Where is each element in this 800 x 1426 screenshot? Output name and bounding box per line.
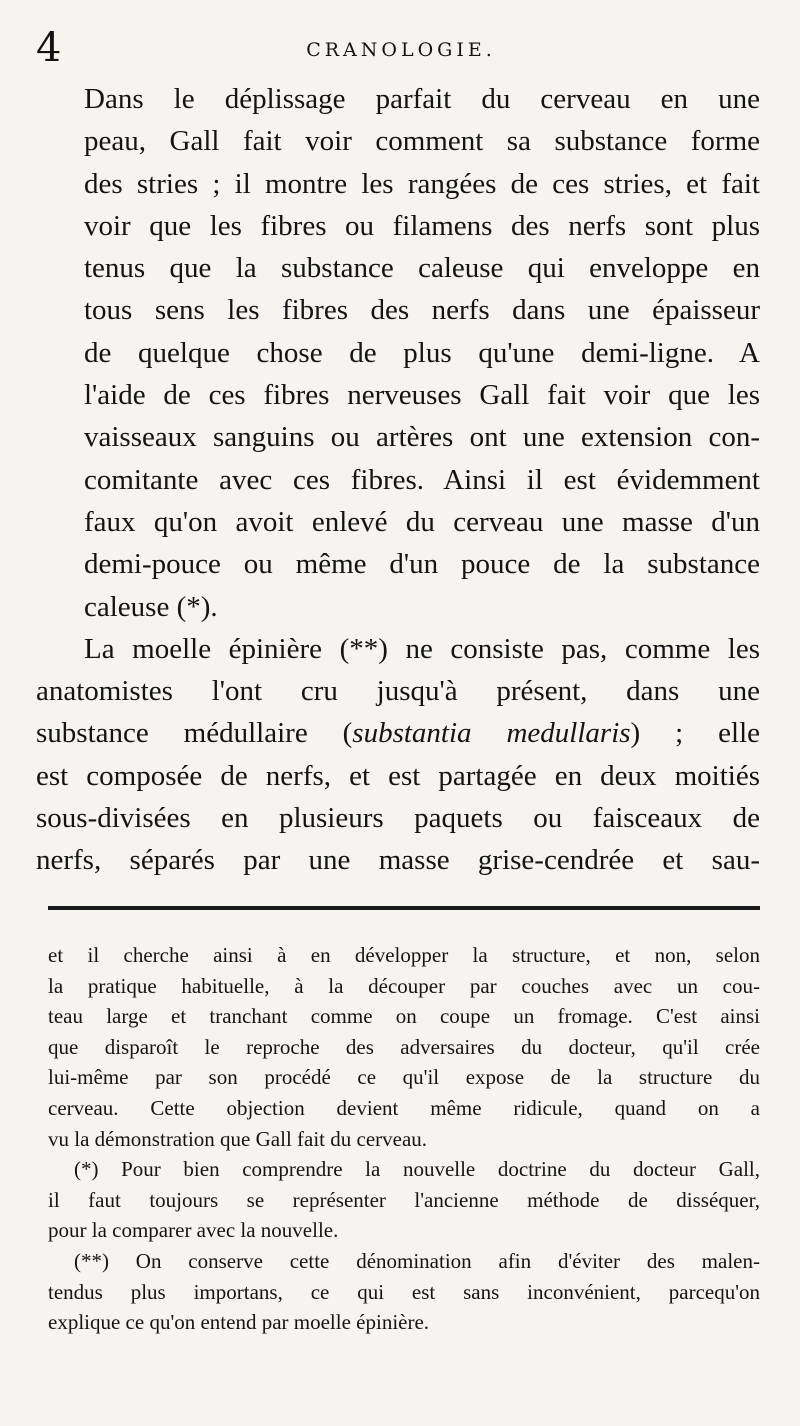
text-line: faux qu'on avoit enlevé du cerveau une masse d'un	[84, 505, 760, 538]
paragraph-1	[36, 78, 760, 628]
latin-term: substantia medullaris	[352, 717, 631, 750]
footnote-line: vu la démonstration que Gall fait du cerveau.	[48, 1126, 428, 1151]
footnotes	[48, 940, 760, 1338]
text-line: La moelle épinière (**) ne consiste pas, comme les	[84, 632, 760, 665]
footnote-line: teau large et tranchant comme on coupe un fromage. C'est ainsi	[48, 1004, 760, 1029]
footnote-line: lui-même par son procédé ce qu'il expose de la structure du	[48, 1065, 760, 1090]
text-line: anatomistes l'ont cru jusqu'à présent, dans une	[36, 675, 760, 708]
footnote-line: cerveau. Cette objection devient même ridicule, quand on a	[48, 1095, 760, 1120]
text-line: Dans le déplissage parfait du cerveau en une	[84, 83, 760, 115]
page-number: 4	[36, 25, 62, 71]
text-line: demi-pouce ou même d'un pouce de la substance	[84, 548, 760, 581]
footnote-line: (**) On conserve cette dénomination afin d'éviter des malen-	[74, 1248, 760, 1273]
running-title: CRANOLOGIE.	[306, 39, 496, 61]
footnote-line: (*) Pour bien comprendre la nouvelle doctrine du docteur Gall,	[74, 1157, 760, 1182]
footnote-rule	[48, 906, 760, 910]
text-line: caleuse (*).	[84, 590, 218, 623]
footnote-line: explique ce qu'on entend par moelle épinière.	[48, 1310, 430, 1335]
text-segment: ) ; elle	[630, 717, 760, 750]
text-line: l'aide de ces fibres nerveuses Gall fait voir que les	[84, 379, 760, 412]
footnote-line: la pratique habituelle, à la découper par couches avec un cou-	[48, 973, 760, 998]
text-line: tenus que la substance caleuse qui enveloppe en	[84, 252, 760, 285]
text-line: nerfs, séparés par une masse grise-cendrée et sau-	[36, 844, 760, 877]
text-line: tous sens les fibres des nerfs dans une épaisseur	[84, 294, 760, 327]
text-line: peau, Gall fait voir comment sa substance forme	[84, 125, 760, 158]
footnote-continuation	[48, 940, 760, 1154]
text-line: des stries ; il montre les rangées de ces stries, et fait	[84, 167, 760, 200]
footnote-line: pour la comparer avec la nouvelle.	[48, 1218, 339, 1243]
text-line: comitante avec ces fibres. Ainsi il est évidemment	[84, 463, 760, 496]
paragraph-2	[36, 628, 760, 882]
text-line: voir que les fibres ou filamens des nerfs sont plus	[84, 209, 760, 242]
footnote-line: tendus plus importans, ce qui est sans inconvénient, parcequ'on	[48, 1279, 760, 1304]
text-line: est composée de nerfs, et est partagée en deux moitiés	[36, 759, 760, 792]
text-segment: substance médullaire (	[36, 717, 353, 750]
text-line: vaisseaux sanguins ou artères ont une extension con-	[84, 421, 760, 454]
text-line: de quelque chose de plus qu'une demi-ligne. A	[84, 336, 760, 369]
footnote-line: et il cherche ainsi à en développer la structure, et non, selon	[48, 943, 760, 967]
footnote-line: il faut toujours se représenter l'ancienne méthode de disséquer,	[48, 1187, 760, 1212]
page-header	[36, 25, 766, 78]
main-text	[36, 78, 760, 882]
footnote-2	[48, 1246, 760, 1338]
text-line: sous-divisées en plusieurs paquets ou faisceaux de	[36, 802, 760, 835]
footnote-1	[48, 1154, 760, 1246]
footnote-line: que disparoît le reproche des adversaires du docteur, qu'il crée	[48, 1034, 760, 1059]
text-line-with-italic	[36, 712, 760, 754]
